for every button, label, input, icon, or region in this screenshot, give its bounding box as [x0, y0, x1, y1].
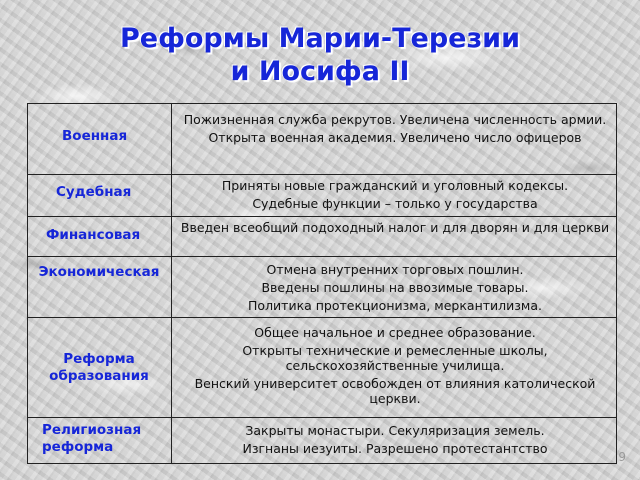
description-line: Изгнаны иезуиты. Разрешено протестантство [242, 441, 548, 456]
category-label: Реформа образования [49, 351, 149, 384]
slide-title-line1: Реформы Марии-Терезии [119, 23, 520, 54]
slide-title-line2: и Иосифа II [230, 56, 410, 87]
row-divider [28, 417, 616, 418]
description-line: Приняты новые гражданский и уголовный кодексы. [221, 178, 569, 193]
slide-title [0, 22, 640, 88]
row-divider [28, 174, 616, 175]
category-military [32, 128, 166, 145]
description-military [176, 112, 614, 148]
row-divider [28, 216, 616, 217]
description-line: Открыты технические и ремесленные школы, сельскохозяйственные училища. [242, 343, 548, 373]
description-line: Судебные функции – только у государства [252, 196, 538, 211]
category-financial [32, 227, 166, 244]
description-line: Открыта военная академия. Увеличено число офицеров [208, 130, 582, 145]
column-divider [171, 104, 172, 463]
page-number: 9 [618, 450, 626, 464]
description-education [176, 325, 614, 409]
category-label: Судебная [56, 184, 132, 200]
category-label: Экономическая [38, 264, 160, 280]
category-judicial [32, 184, 166, 201]
description-line: Закрыты монастыри. Секуляризация земель. [245, 423, 545, 438]
category-label: Финансовая [46, 227, 141, 243]
description-financial [176, 220, 614, 238]
description-line: Введен всеобщий подоходный налог и для дворян и для церкви [180, 220, 610, 235]
reforms-table [27, 103, 617, 464]
description-judicial [176, 178, 614, 214]
description-line: Политика протекционизма, меркантилизма. [248, 298, 542, 313]
description-line: Введены пошлины на ввозимые товары. [261, 280, 529, 295]
description-line: Пожизненная служба рекрутов. Увеличена численность армии. [183, 112, 607, 127]
description-line: Отмена внутренних торговых пошлин. [266, 262, 524, 277]
description-economic [176, 262, 614, 316]
description-line: Общее начальное и среднее образование. [254, 325, 536, 340]
row-divider [28, 317, 616, 318]
description-line: Венский университет освобожден от влияния католической церкви. [194, 376, 596, 406]
row-divider [28, 256, 616, 257]
category-religious [32, 422, 166, 456]
category-label: Религиозная реформа [42, 422, 142, 455]
description-religious [176, 423, 614, 459]
category-economic [32, 264, 166, 281]
category-education [32, 351, 166, 385]
category-label: Военная [62, 128, 128, 144]
